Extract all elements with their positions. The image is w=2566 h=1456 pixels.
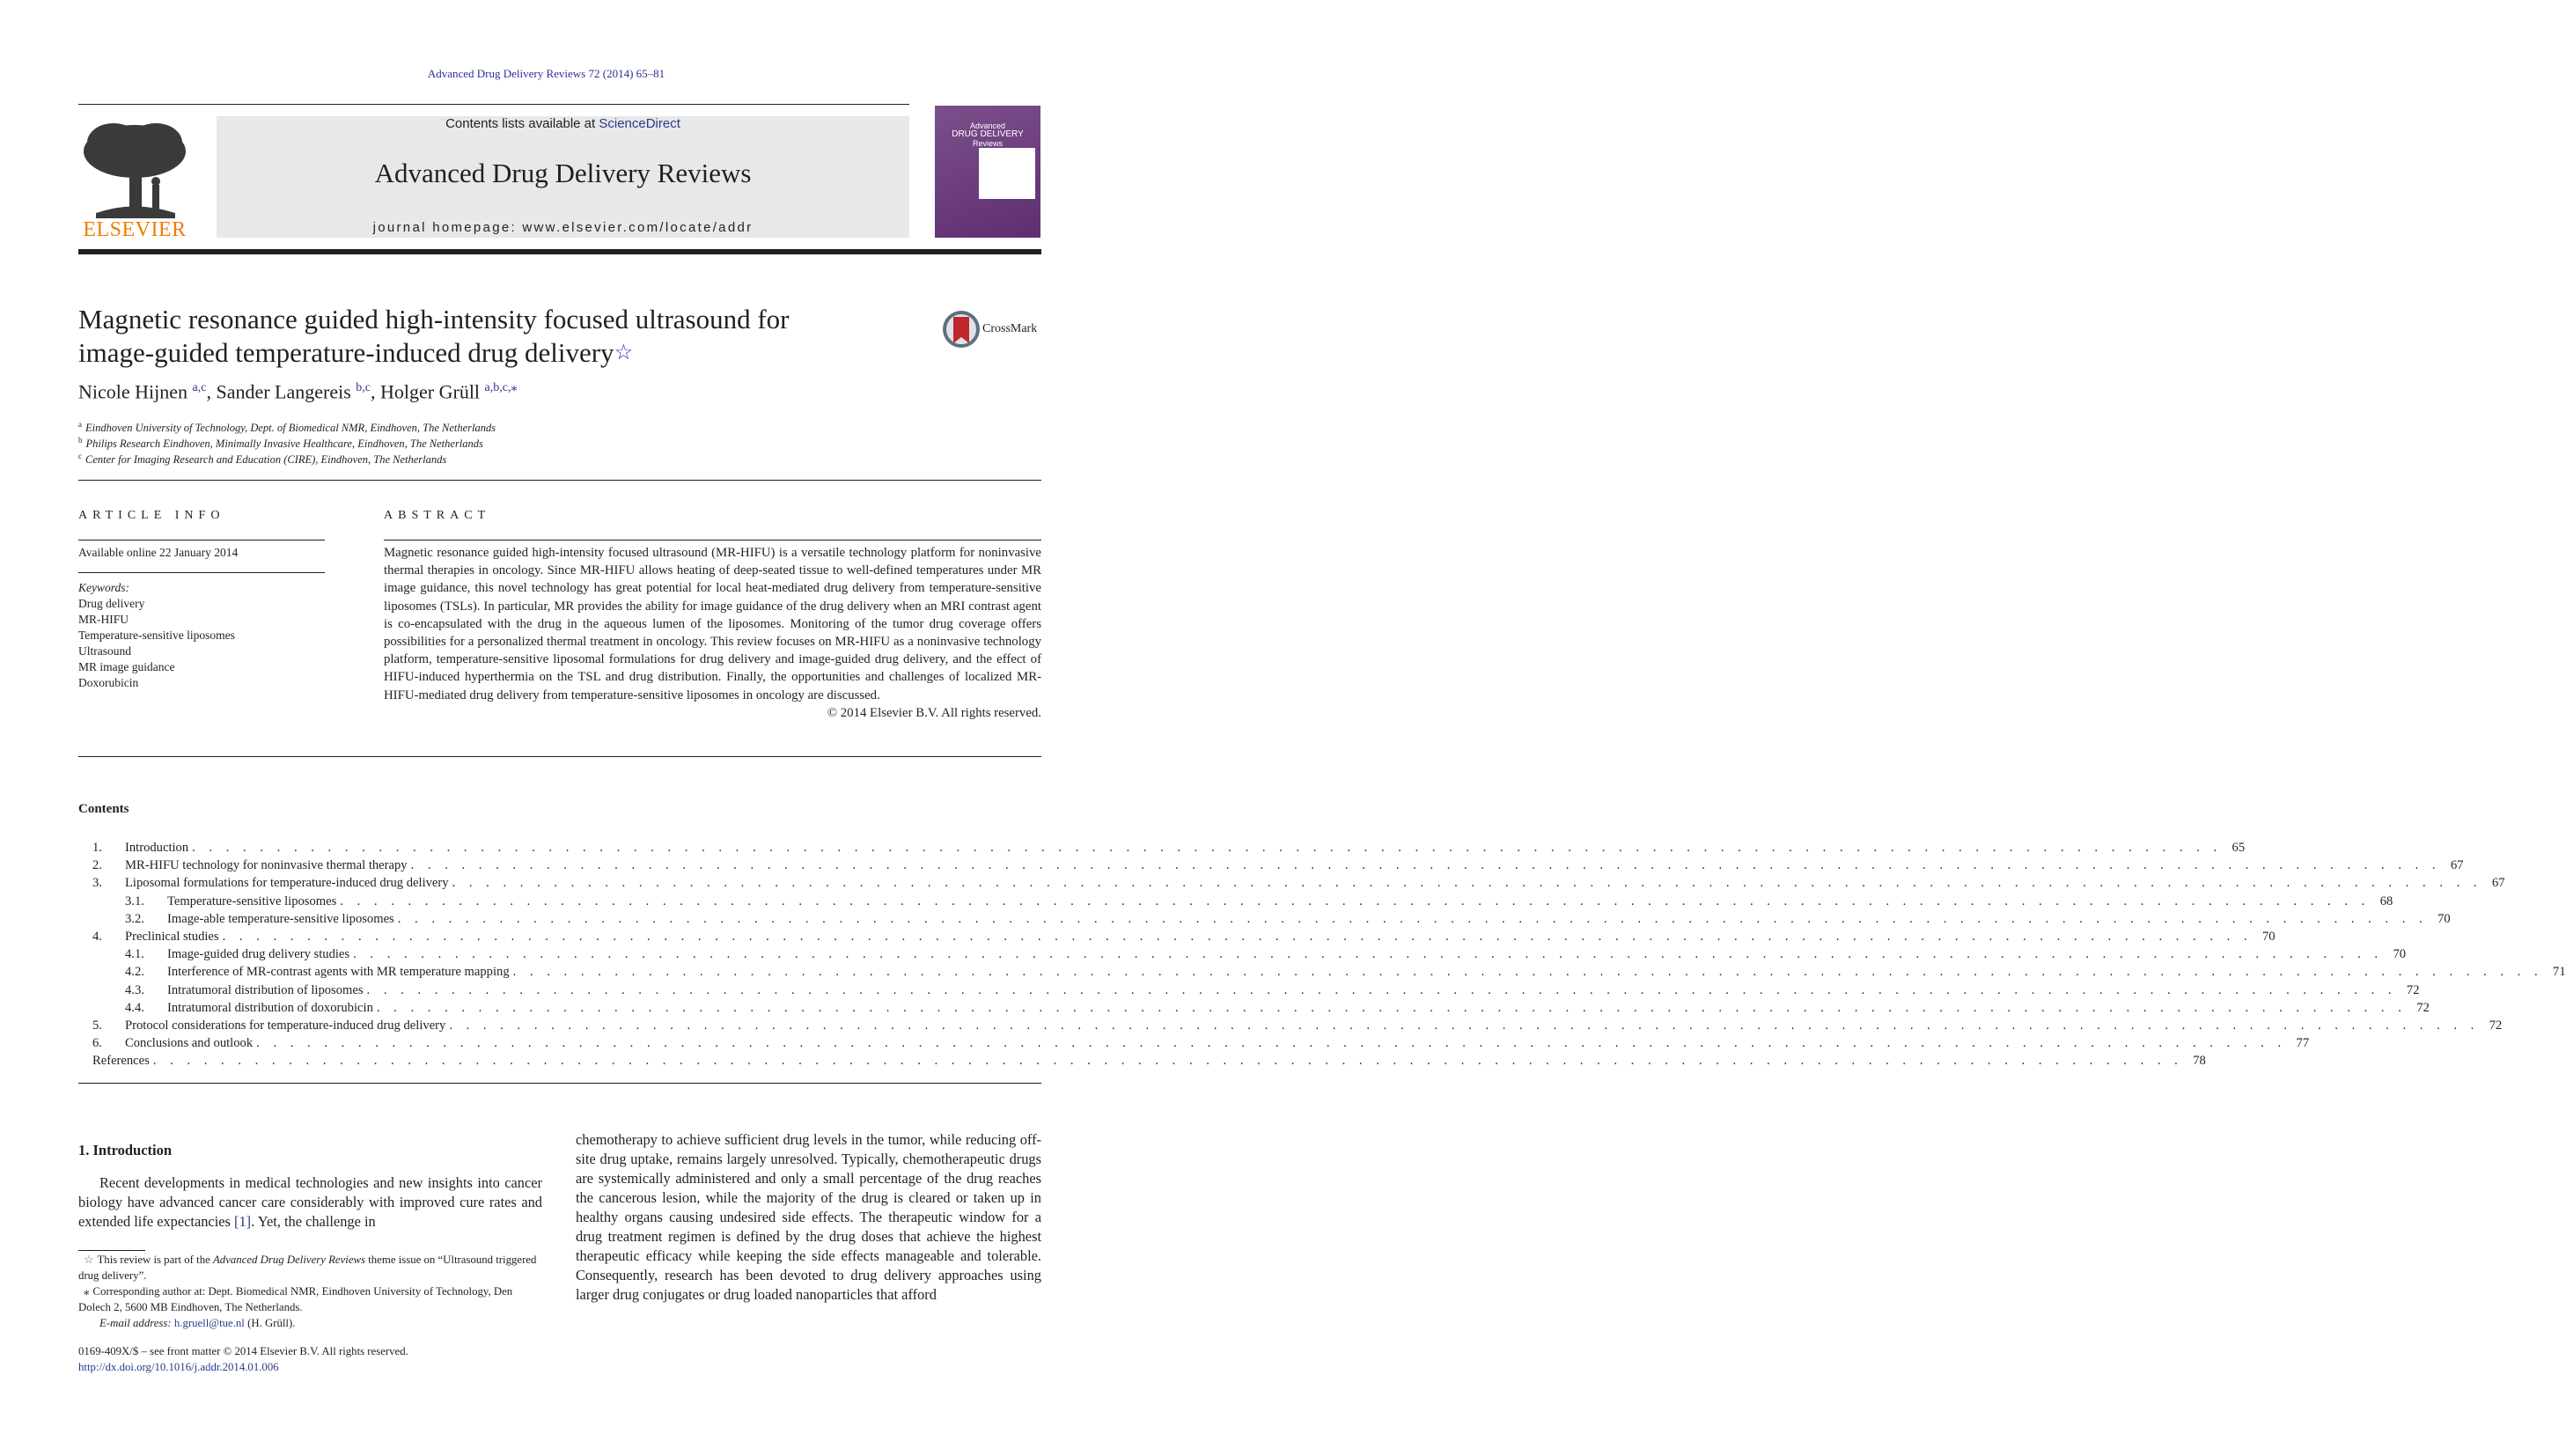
toc-entry-number: 4.2.	[125, 965, 144, 980]
toc-entry-label: Image-able temperature-sensitive liposomes	[167, 911, 394, 926]
toc-leader-dots: . . . . . . . . . . . . . . . . . . . . . . . . . . . . . . . . . . . . . . . . . . . . . . . . . . . . . . . . . . . . . . . . . . . . . . . . . . . . . . . . . . . . . . . . . . . . . . . . . . . . . . . . . . . . . . . . . . . . . . . .	[222, 930, 2253, 944]
affiliation-text: Center for Imaging Research and Education (CIRE), Eindhoven, The Netherlands	[85, 453, 447, 467]
intro-paragraph	[78, 1173, 542, 1232]
section-rule	[78, 1083, 1041, 1084]
toc-entry-page: 72	[2406, 982, 2420, 997]
abstract-heading: ABSTRACT	[384, 509, 491, 522]
abstract-copyright: © 2014 Elsevier B.V. All rights reserved.	[827, 705, 1041, 720]
toc-leader-dots: . . . . . . . . . . . . . . . . . . . . . . . . . . . . . . . . . . . . . . . . . . . . . . . . . . . . . . . . . . . . . . . . . . . . . . . . . . . . . . . . . . . . . . . . . . . . . . . . . . . . . . . . . . . . . . . . . . . . . . . .	[449, 1018, 2480, 1033]
contents-title: Contents	[78, 802, 129, 816]
footnote-rule	[78, 1250, 145, 1251]
footnote-text: This review is part of the	[97, 1254, 213, 1266]
toc-entry-page: 71	[2553, 965, 2566, 980]
toc-entry[interactable]	[78, 893, 2393, 912]
keyword[interactable]: Doxorubicin	[78, 676, 139, 689]
author-name: Nicole Hijnen	[78, 380, 188, 403]
toc-leader-dots: . . . . . . . . . . . . . . . . . . . . . . . . . . . . . . . . . . . . . . . . . . . . . . . . . . . . . . . . . . . . . . . . . . . . . . . . . . . . . . . . . . . . . . . . . . . . . . . . . . . . . . . . . . . . . . . . . . . . . . . .	[410, 858, 2441, 873]
keyword[interactable]: Temperature-sensitive liposomes	[78, 629, 235, 642]
footnote-italic: Advanced Drug Delivery Reviews	[212, 1254, 366, 1266]
toc-leader-dots: . . . . . . . . . . . . . . . . . . . . . . . . . . . . . . . . . . . . . . . . . . . . . . . . . . . . . . . . . . . . . . . . . . . . . . . . . . . . . . . . . . . . . . . . . . . . . . . . . . . . . . . . . . . . . . . . . . . . . . . .	[256, 1036, 2287, 1051]
toc-entry-page: 70	[2261, 930, 2276, 944]
cover-title-line: Reviews	[972, 139, 1003, 148]
toc-leader-dots: . . . . . . . . . . . . . . . . . . . . . . . . . . . . . . . . . . . . . . . . . . . . . . . . . . . . . . . . . . . . . . . . . . . . . . . . . . . . . . . . . . . . . . . . . . . . . . . . . . . . . . . . . . . . . . . . . . . . . . . .	[152, 1054, 2183, 1069]
cover-title-line: DRUG DELIVERY	[952, 129, 1024, 139]
toc-entry[interactable]	[78, 876, 2505, 893]
toc-entry-number: 4.	[92, 930, 102, 944]
toc-entry[interactable]	[78, 1036, 2310, 1054]
crossmark-icon	[942, 310, 981, 349]
toc-entry-label: Intratumoral distribution of liposomes	[167, 982, 364, 997]
footnote-mark: ⁎	[84, 1285, 90, 1298]
email-label: E-mail address:	[99, 1317, 174, 1329]
contents-available-line	[217, 116, 909, 131]
journal-name: Advanced Drug Delivery Reviews	[374, 158, 752, 188]
footnote-text: theme issue on “Ultrasound triggered drug delivery”.	[78, 1254, 537, 1282]
toc-entry[interactable]	[78, 858, 2464, 876]
author-name: Holger Grüll	[380, 380, 481, 403]
toc-entry-number: 3.2.	[125, 911, 144, 926]
journal-cover-thumbnail[interactable]	[935, 106, 1040, 238]
keywords-label: Keywords:	[78, 581, 129, 594]
footnote-title-star	[78, 1252, 542, 1283]
title-footnote-star[interactable]: ☆	[614, 342, 634, 364]
toc-entry[interactable]	[78, 982, 2420, 1001]
toc-entry-page: 78	[2193, 1054, 2206, 1069]
toc-leader-dots: . . . . . . . . . . . . . . . . . . . . . . . . . . . . . . . . . . . . . . . . . . . . . . . . . . . . . . . . . . . . . . . . . . . . . . . . . . . . . . . . . . . . . . . . . . . . . . . . . . . . . . . . . . . . . . . . . . . . . . . .	[512, 965, 2543, 980]
toc-entry-label: Liposomal formulations for temperature-induced drug delivery	[125, 876, 449, 891]
available-online-date: Available online 22 January 2014	[78, 546, 239, 559]
toc-entry-label: Temperature-sensitive liposomes	[167, 893, 337, 908]
toc-leader-dots: . . . . . . . . . . . . . . . . . . . . . . . . . . . . . . . . . . . . . . . . . . . . . . . . . . . . . . . . . . . . . . . . . . . . . . . . . . . . . . . . . . . . . . . . . . . . . . . . . . . . . . . . . . . . . . . . . . . . . . . .	[340, 893, 2371, 908]
sciencedirect-link[interactable]: ScienceDirect	[599, 116, 680, 131]
keyword[interactable]: Drug delivery	[78, 597, 145, 610]
author-affiliation-marks[interactable]: a,b,c,⁎	[484, 381, 518, 394]
keyword[interactable]: Ultrasound	[78, 644, 131, 658]
toc-entry-label: Interference of MR-contrast agents with MR temperature mapping	[167, 965, 510, 980]
author-list: Nicole Hijnen $^{a,c}$, Sander Langereis $^{b,c}$, Holger Grüll $^{a,b,c,⁎}$	[78, 380, 518, 403]
footnote-email	[99, 1315, 542, 1331]
elsevier-wordmark: ELSEVIER	[83, 218, 187, 241]
doi-link[interactable]: http://dx.doi.org/10.1016/j.addr.2014.01.006	[78, 1361, 279, 1373]
toc-entry[interactable]	[78, 947, 2407, 965]
email-link[interactable]: h.gruell@tue.nl	[173, 1317, 245, 1329]
paragraph-text: . Yet, the challenge in	[251, 1213, 376, 1230]
crossmark-badge[interactable]	[942, 310, 1056, 352]
toc-entry-page: 65	[2231, 841, 2246, 855]
toc-entry-label: Image-guided drug delivery studies	[167, 947, 350, 962]
author-affiliation-marks[interactable]: b,c	[356, 381, 371, 394]
footnote-corresponding-author	[78, 1283, 542, 1315]
article-info-rule	[78, 572, 325, 573]
section-rule	[78, 480, 1041, 481]
toc-entry-label: Conclusions and outlook	[125, 1036, 254, 1051]
paragraph-text: Recent developments in medical technologies and new insights into cancer biology have advanced cancer care considerably with improved cure rates and extended life expectancies	[78, 1174, 542, 1230]
author-name: Sander Langereis	[216, 380, 351, 403]
toc-entry-page: 67	[2491, 876, 2505, 891]
header-rule	[78, 104, 909, 105]
toc-entry-label: Intratumoral distribution of doxorubicin	[167, 1000, 373, 1015]
cover-title	[942, 121, 1033, 148]
toc-entry-page: 68	[2379, 893, 2393, 908]
toc-entry-label: Protocol considerations for temperature-induced drug delivery	[125, 1018, 446, 1033]
section-heading-introduction: 1. Introduction	[78, 1142, 173, 1158]
toc-entry-page: 70	[2437, 911, 2451, 926]
toc-leader-dots: . . . . . . . . . . . . . . . . . . . . . . . . . . . . . . . . . . . . . . . . . . . . . . . . . . . . . . . . . . . . . . . . . . . . . . . . . . . . . . . . . . . . . . . . . . . . . . . . . . . . . . . . . . . . . . . . . . . . . . . .	[376, 1000, 2407, 1015]
intro-paragraph-continued: chemotherapy to achieve sufficient drug levels in the tumor, while reducing off-site drug uptake, remains largely unresolved. Typically, chemotherapeutic drugs are systemically administered and only a small percentage of the drug reaches the cancerous lesion, while the majority of the drug is cleared or taken up in healthy organs causing undesired side effects. The therapeutic window for a drug treatment regimen is defined by the drug doses that achieve the highest therapeutic efficacy while keeping the side effects manageable and tolerable. Consequently, research has been devoted to drug delivery approaches using larger drug conjugates or drug loaded nanoparticles that afford	[576, 1131, 1041, 1303]
toc-entry-page: 72	[2416, 1000, 2430, 1015]
toc-entry[interactable]	[78, 841, 2246, 858]
toc-leader-dots: . . . . . . . . . . . . . . . . . . . . . . . . . . . . . . . . . . . . . . . . . . . . . . . . . . . . . . . . . . . . . . . . . . . . . . . . . . . . . . . . . . . . . . . . . . . . . . . . . . . . . . . . . . . . . . . . . . . . . . . .	[397, 911, 2428, 926]
toc-entry-number: 5.	[92, 1018, 102, 1033]
toc-leader-dots: . . . . . . . . . . . . . . . . . . . . . . . . . . . . . . . . . . . . . . . . . . . . . . . . . . . . . . . . . . . . . . . . . . . . . . . . . . . . . . . . . . . . . . . . . . . . . . . . . . . . . . . . . . . . . . . . . . . . . . . .	[353, 947, 2384, 962]
toc-entry-number: 3.	[92, 876, 102, 891]
toc-entry-number: 2.	[92, 858, 102, 873]
affiliation-text: Philips Research Eindhoven, Minimally Invasive Healthcare, Eindhoven, The Netherlands	[85, 438, 483, 451]
toc-entry-page: 72	[2489, 1018, 2503, 1033]
journal-reference[interactable]: Advanced Drug Delivery Reviews 72 (2014) 65–81	[427, 67, 665, 80]
toc-entry-label: Introduction	[125, 841, 189, 855]
title-line	[78, 336, 871, 370]
journal-masthead	[217, 116, 909, 238]
affiliation	[78, 420, 496, 435]
toc-entry[interactable]	[78, 1054, 2206, 1071]
toc-entry-page: 77	[2296, 1036, 2310, 1051]
toc-entry-number: 4.3.	[125, 982, 144, 997]
title-text: image-guided temperature-induced drug delivery	[78, 337, 614, 368]
affiliation	[78, 452, 446, 467]
crossmark-label: CrossMark	[982, 322, 1038, 335]
toc-entry[interactable]	[78, 930, 2276, 947]
keyword[interactable]: MR-HIFU	[78, 613, 129, 626]
toc-entry-page: 67	[2450, 858, 2464, 873]
author-affiliation-marks[interactable]: a,c	[192, 381, 207, 394]
toc-entry-number: 4.4.	[125, 1000, 144, 1015]
abstract-text: Magnetic resonance guided high-intensity focused ultrasound (MR-HIFU) is a versatile technology platform for noninvasive thermal therapies in oncology. Since MR-HIFU allows heating of deep-seated tissue to well-defined temperatures under MR image guidance, this novel technology has great potential for local heat-mediated drug delivery from temperature-sensitive liposomes (TSLs). In particular, MR provides the ability for image guidance of the drug delivery when an MRI contrast agent is co-encapsulated with the drug in the aqueous lumen of the liposomes. Monitoring of the tumor drug coverage offers possibilities for a personalized thermal treatment in oncology. This review focuses on MR-HIFU as a noninvasive technology platform, temperature-sensitive liposomal formulations for drug delivery and image-guided drug delivery, and the effect of HIFU-induced hyperthermia on the TSL and drug distribution. Finally, the opportunities and challenges of localized MR-HIFU-mediated drug delivery from temperature-sensitive liposomes in oncology are discussed.	[384, 546, 1041, 702]
issn-line: 0169-409X/$ – see front matter © 2014 Elsevier B.V. All rights reserved.	[78, 1345, 408, 1357]
article-info-heading: ARTICLE INFO	[78, 509, 225, 522]
toc-entry-number: 6.	[92, 1036, 102, 1051]
toc-entry-label: MR-HIFU technology for noninvasive thermal therapy	[125, 858, 408, 873]
footnote-text: Corresponding author at: Dept. Biomedical NMR, Eindhoven University of Technology, Den Dolech 2, 5600 MB Eindhoven, The Netherlands.	[78, 1285, 513, 1313]
toc-leader-dots: . . . . . . . . . . . . . . . . . . . . . . . . . . . . . . . . . . . . . . . . . . . . . . . . . . . . . . . . . . . . . . . . . . . . . . . . . . . . . . . . . . . . . . . . . . . . . . . . . . . . . . . . . . . . . . . . . . . . . . . .	[366, 982, 2397, 997]
toc-entry-number: 1.	[92, 841, 102, 855]
toc-entry[interactable]	[78, 1000, 2430, 1018]
toc-entry[interactable]	[78, 1018, 2503, 1036]
toc-entry[interactable]	[78, 911, 2451, 930]
toc-entry-label: References	[92, 1054, 150, 1069]
toc-entry[interactable]	[78, 965, 2566, 982]
cover-title-line: Advanced	[969, 121, 1006, 130]
affiliation-mark: c	[78, 452, 82, 460]
article-title	[78, 303, 871, 370]
header-thick-rule	[78, 249, 1041, 254]
footnote-text: (H. Grüll).	[244, 1317, 296, 1329]
footnote-mark: ☆	[84, 1254, 94, 1266]
toc-leader-dots: . . . . . . . . . . . . . . . . . . . . . . . . . . . . . . . . . . . . . . . . . . . . . . . . . . . . . . . . . . . . . . . . . . . . . . . . . . . . . . . . . . . . . . . . . . . . . . . . . . . . . . . . . . . . . . . . . . . . . . . .	[452, 876, 2482, 891]
toc-entry-number: 3.1.	[125, 893, 144, 908]
keyword[interactable]: MR image guidance	[78, 660, 175, 673]
title-line: Magnetic resonance guided high-intensity focused ultrasound for	[78, 304, 790, 335]
cover-image-box	[979, 148, 1035, 199]
affiliation	[78, 436, 483, 451]
toc-entry-page: 70	[2393, 947, 2407, 962]
affiliation-text: Eindhoven University of Technology, Dept. of Biomedical NMR, Eindhoven, The Netherlands	[85, 422, 496, 435]
section-rule	[78, 756, 1041, 757]
abstract-body	[384, 544, 1041, 722]
affiliation-mark: a	[78, 420, 82, 429]
journal-homepage[interactable]: journal homepage: www.elsevier.com/locate/addr	[372, 220, 754, 235]
toc-entry-number: 4.1.	[125, 947, 144, 962]
citation-link[interactable]: [1]	[234, 1213, 252, 1230]
toc-entry-label: Preclinical studies	[125, 930, 219, 944]
contents-prefix: Contents lists available at	[445, 116, 599, 131]
toc-leader-dots: . . . . . . . . . . . . . . . . . . . . . . . . . . . . . . . . . . . . . . . . . . . . . . . . . . . . . . . . . . . . . . . . . . . . . . . . . . . . . . . . . . . . . . . . . . . . . . . . . . . . . . . . . . . . . . . . . . . . . . . .	[192, 841, 2223, 855]
affiliation-mark: b	[78, 436, 83, 445]
